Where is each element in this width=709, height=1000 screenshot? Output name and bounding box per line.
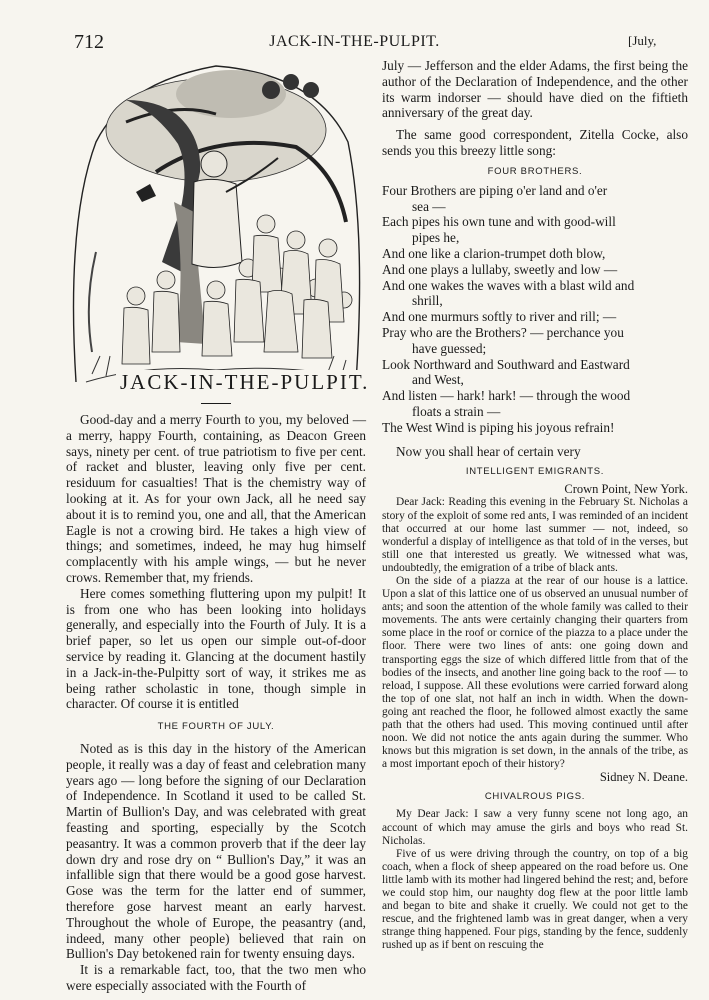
paragraph-emigrants-intro: Now you shall hear of certain very	[396, 443, 581, 459]
poem-line: And one murmurs softly to river and rill; —	[382, 309, 617, 325]
divider	[201, 403, 231, 404]
paragraph-emigrants-1: Dear Jack: Reading this evening in the February St. Nicholas a story of the exploit of some red ants, I was reminded of an incident that occurred at our home last summer — not, indeed, so wonderful a display of intelligence as that told of in the verses, but still one that interested us greatly. We witnessed what was, undoubtedly, the emigration of a tribe of black ants.	[382, 496, 688, 574]
running-title: JACK-IN-THE-PULPIT.	[269, 33, 440, 50]
right-column	[382, 58, 688, 953]
poem-line: Look Northward and Southward and Eastward	[382, 356, 630, 372]
poem-line: Four Brothers are piping o'er land and o'er	[382, 182, 608, 198]
poem-line: And listen — hark! hark! — through the wood	[382, 388, 631, 404]
paragraph-fourth-1: Noted as is this day in the history of the American people, it really was a day of feast and celebration many years ago — long before the signing of our Declaration of Independence. In Scotland it used to be called St. Martin of Bullion's Day, and was celebrated with great feasting and sporting, especially by the Scotch peasantry. It was a common proverb that if the deer lay down dry and rose dry on “ Bullion's Day,” it was an infallible sign that there would be a good gose harvest. Gose was the term for the latter end of summer, therefore gose harvest meant an early harvest. Throughout the whole of Europe, the peasantry (and, indeed, many other people) believed that rain on Bullion's Day betokened rain for twenty ensuing days.	[66, 740, 366, 962]
page-header	[0, 0, 709, 53]
paragraph-pigs-2: Five of us were driving through the country, on top of a big coach, when a flock of sheep appeared on the road before us. One little lamb with its mother had lingered behind the rest; and, before we could stop him, our naughty dog flew at the poor little lamb and began to bite and shake it cruelly. We could not get to the rescue, and the frightened lamb was in great danger, when a very strange thing happened. Four pigs, standing by the fence, suddenly rushed up as if bent on rescuing the	[382, 847, 688, 952]
poem-line: And one like a clarion-trumpet doth blow,	[382, 245, 606, 261]
page-number: 712	[74, 31, 104, 53]
running-month: [July,	[628, 33, 657, 48]
paragraph-emigrants-2: On the side of a piazza at the rear of our house is a lattice. Upon a slat of this lattice one of us observed an unusual number of ants; and soon the attention of the whole family was called to their movements. The ants were certainly changing their quarters from some place in the roof or cornice of the piazza to a place under the floor. There were two lines of ants: one going down and transporting eggs the size of which differed little from that of the bodies of the insects, and another line going back to the roof — to reload, I suppose. All these evolutions were carried forward along the top of one slat, not half an inch in width. When the down-going ant reached the floor, he followed almost exactly the same path that the others had used. This moving continued until after noon. We did not notice the ants again during the summer. Who knows but this migration is set down, in the annals of the tribe, as a most important epoch of their history?	[382, 574, 688, 771]
section-heading-four-brothers: FOUR BROTHERS.	[487, 165, 583, 177]
letter-place-dateline: Crown Point, New York.	[564, 482, 688, 497]
poem-four-brothers	[382, 183, 688, 436]
poem-line: Each pipes his own tune and with good-will	[382, 214, 616, 230]
poem-line: The West Wind is piping his joyous refrain!	[382, 419, 615, 435]
poem-line: floats a strain —	[412, 403, 501, 419]
paragraph-fourth-continued: July — Jefferson and the elder Adams, the first being the author of the Declaration of Independence, and the other its warm indorser — should have died on the fiftieth anniversary of the great day.	[382, 58, 688, 121]
poem-line: sea —	[412, 198, 446, 214]
illustration-title: JACK-IN-THE-PULPIT.	[116, 370, 373, 395]
section-heading-chivalrous-pigs: CHIVALROUS PIGS.	[484, 791, 586, 803]
poem-line: pipes he,	[412, 230, 460, 246]
paragraph-poem-intro: The same good correspondent, Zitella Cocke, also sends you this breezy little song:	[382, 127, 688, 158]
paragraph-pigs-1: My Dear Jack: I saw a very funny scene not long ago, an account of which may amuse the girls and boys who read St. Nicholas.	[382, 808, 688, 847]
left-column	[66, 52, 370, 994]
poem-line: Pray who are the Brothers? — perchance you	[382, 324, 624, 340]
poem-line: and West,	[412, 372, 464, 388]
paragraph-fourth-2: It is a remarkable fact, too, that the two men who were especially associated with the Fourth of	[66, 962, 366, 993]
poem-line: have guessed;	[412, 340, 487, 356]
section-heading-intelligent-emigrants: INTELLIGENT EMIGRANTS.	[465, 466, 605, 478]
poem-line: shrill,	[412, 293, 443, 309]
poem-line: And one plays a lullaby, sweetly and low —	[382, 261, 618, 277]
paragraph-intro-1: Good-day and a merry Fourth to you, my beloved — a merry, happy Fourth, containing, as Deacon Green says, ninety per cent. of true patriotism to five per cent. of racket and bluster, leaving only five per cent. residuum for casualties! That is the chemistry way of looking at it. As for your own Jack, all he need say about it is to remind you, one and all, that the American Eagle is not a crowing bird. He takes a high view of things; and sometimes, indeed, he may hug himself complacently with his ample wings, — but he never crows. Remember that, my friends.	[66, 412, 366, 585]
illustration	[66, 52, 370, 398]
poem-line: And one wakes the waves with a blast wild and	[382, 277, 635, 293]
engraving-illustration	[66, 52, 366, 398]
letter-signature: Sidney N. Deane.	[599, 770, 688, 785]
section-heading-fourth-of-july: THE FOURTH OF JULY.	[157, 721, 275, 733]
paragraph-intro-2: Here comes something fluttering upon my pulpit! It is from one who has been looking into holidays generally, and especially into the Fourth of July. It is a brief paper, so let us open our simple out-of-door service by reading it. Glancing at the document hastily in a Jack-in-the-Pulpitty sort of way, it strikes me as being rather scholastic in tone, though simple in character. Of course it is entitled	[66, 585, 366, 712]
